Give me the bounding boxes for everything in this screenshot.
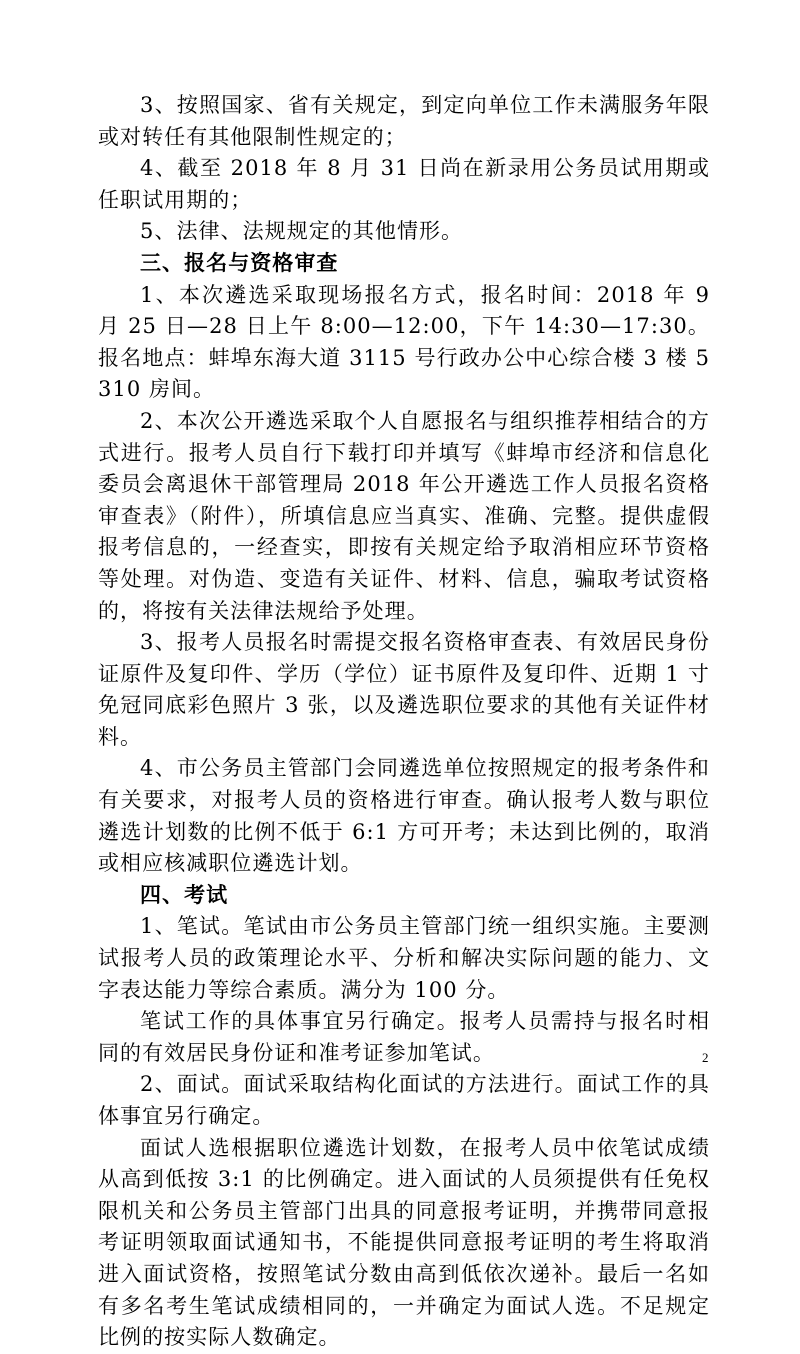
paragraph: 3、按照国家、省有关规定，到定向单位工作未满服务年限或对转任有其他限制性规定的； (98, 93, 710, 149)
paragraph: 2、面试。面试采取结构化面试的方法进行。面试工作的具体事宜另行确定。 (98, 1072, 710, 1128)
paragraph: 3、报考人员报名时需提交报名资格审查表、有效居民身份证原件及复印件、学历（学位）证书原件及复印件、近期 1 寸免冠同底彩色照片 3 张，以及遴选职位要求的其他有关证件材料。 (98, 630, 710, 749)
document-body (98, 90, 710, 1354)
section-heading: 四、考试 (140, 882, 229, 907)
paragraph: 1、本次遴选采取现场报名方式，报名时间：2018 年 9 月 25 日—28 日上午 8:00—12:00，下午 14:30—17:30。报名地点：蚌埠东海大道 3115 号行政办公中心综合楼 3 楼 5310 房间。 (98, 282, 710, 402)
page-number: 2 (702, 1050, 709, 1065)
paragraph: 2、本次公开遴选采取个人自愿报名与组织推荐相结合的方式进行。报考人员自行下载打印并填写《蚌埠市经济和信息化委员会离退休干部管理局 2018 年公开遴选工作人员报名资格审查表》（附件），所填信息应当真实、准确、完整。提供虚假报考信息的，一经查实，即按有关规定给予取消相应环节资格等处理。对伪造、变造有关证件、材料、信息，骗取考试资格的，将按有关法律法规给予处理。 (98, 408, 710, 623)
paragraph: 笔试工作的具体事宜另行确定。报考人员需持与报名时相同的有效居民身份证和准考证参加笔试。 (98, 1009, 710, 1065)
section-heading: 三、报名与资格审查 (140, 250, 339, 275)
paragraph: 1、笔试。笔试由市公务员主管部门统一组织实施。主要测试报考人员的政策理论水平、分析和解决实际问题的能力、文字表达能力等综合素质。满分为 100 分。 (98, 914, 710, 1002)
paragraph: 面试人选根据职位遴选计划数，在报考人员中依笔试成绩从高到低按 3:1 的比例确定。进入面试的人员须提供有任免权限机关和公务员主管部门出具的同意报考证明，并携带同意报考证明领取面试通知书，不能提供同意报考证明的考生将取消进入面试资格，按照笔试分数由高到低依次递补。最后一名如有多名考生笔试成绩相同的，一并确定为面试人选。不足规定比例的按实际人数确定。 (98, 1135, 710, 1350)
paragraph: 4、截至 2018 年 8 月 31 日尚在新录用公务员试用期或任职试用期的； (98, 156, 710, 212)
paragraph: 4、市公务员主管部门会同遴选单位按照规定的报考条件和有关要求，对报考人员的资格进行审查。确认报考人数与职位遴选计划数的比例不低于 6:1 方可开考；未达到比例的，取消或相应核减职位遴选计划。 (98, 756, 710, 876)
paragraph: 5、法律、法规规定的其他情形。 (140, 219, 464, 244)
